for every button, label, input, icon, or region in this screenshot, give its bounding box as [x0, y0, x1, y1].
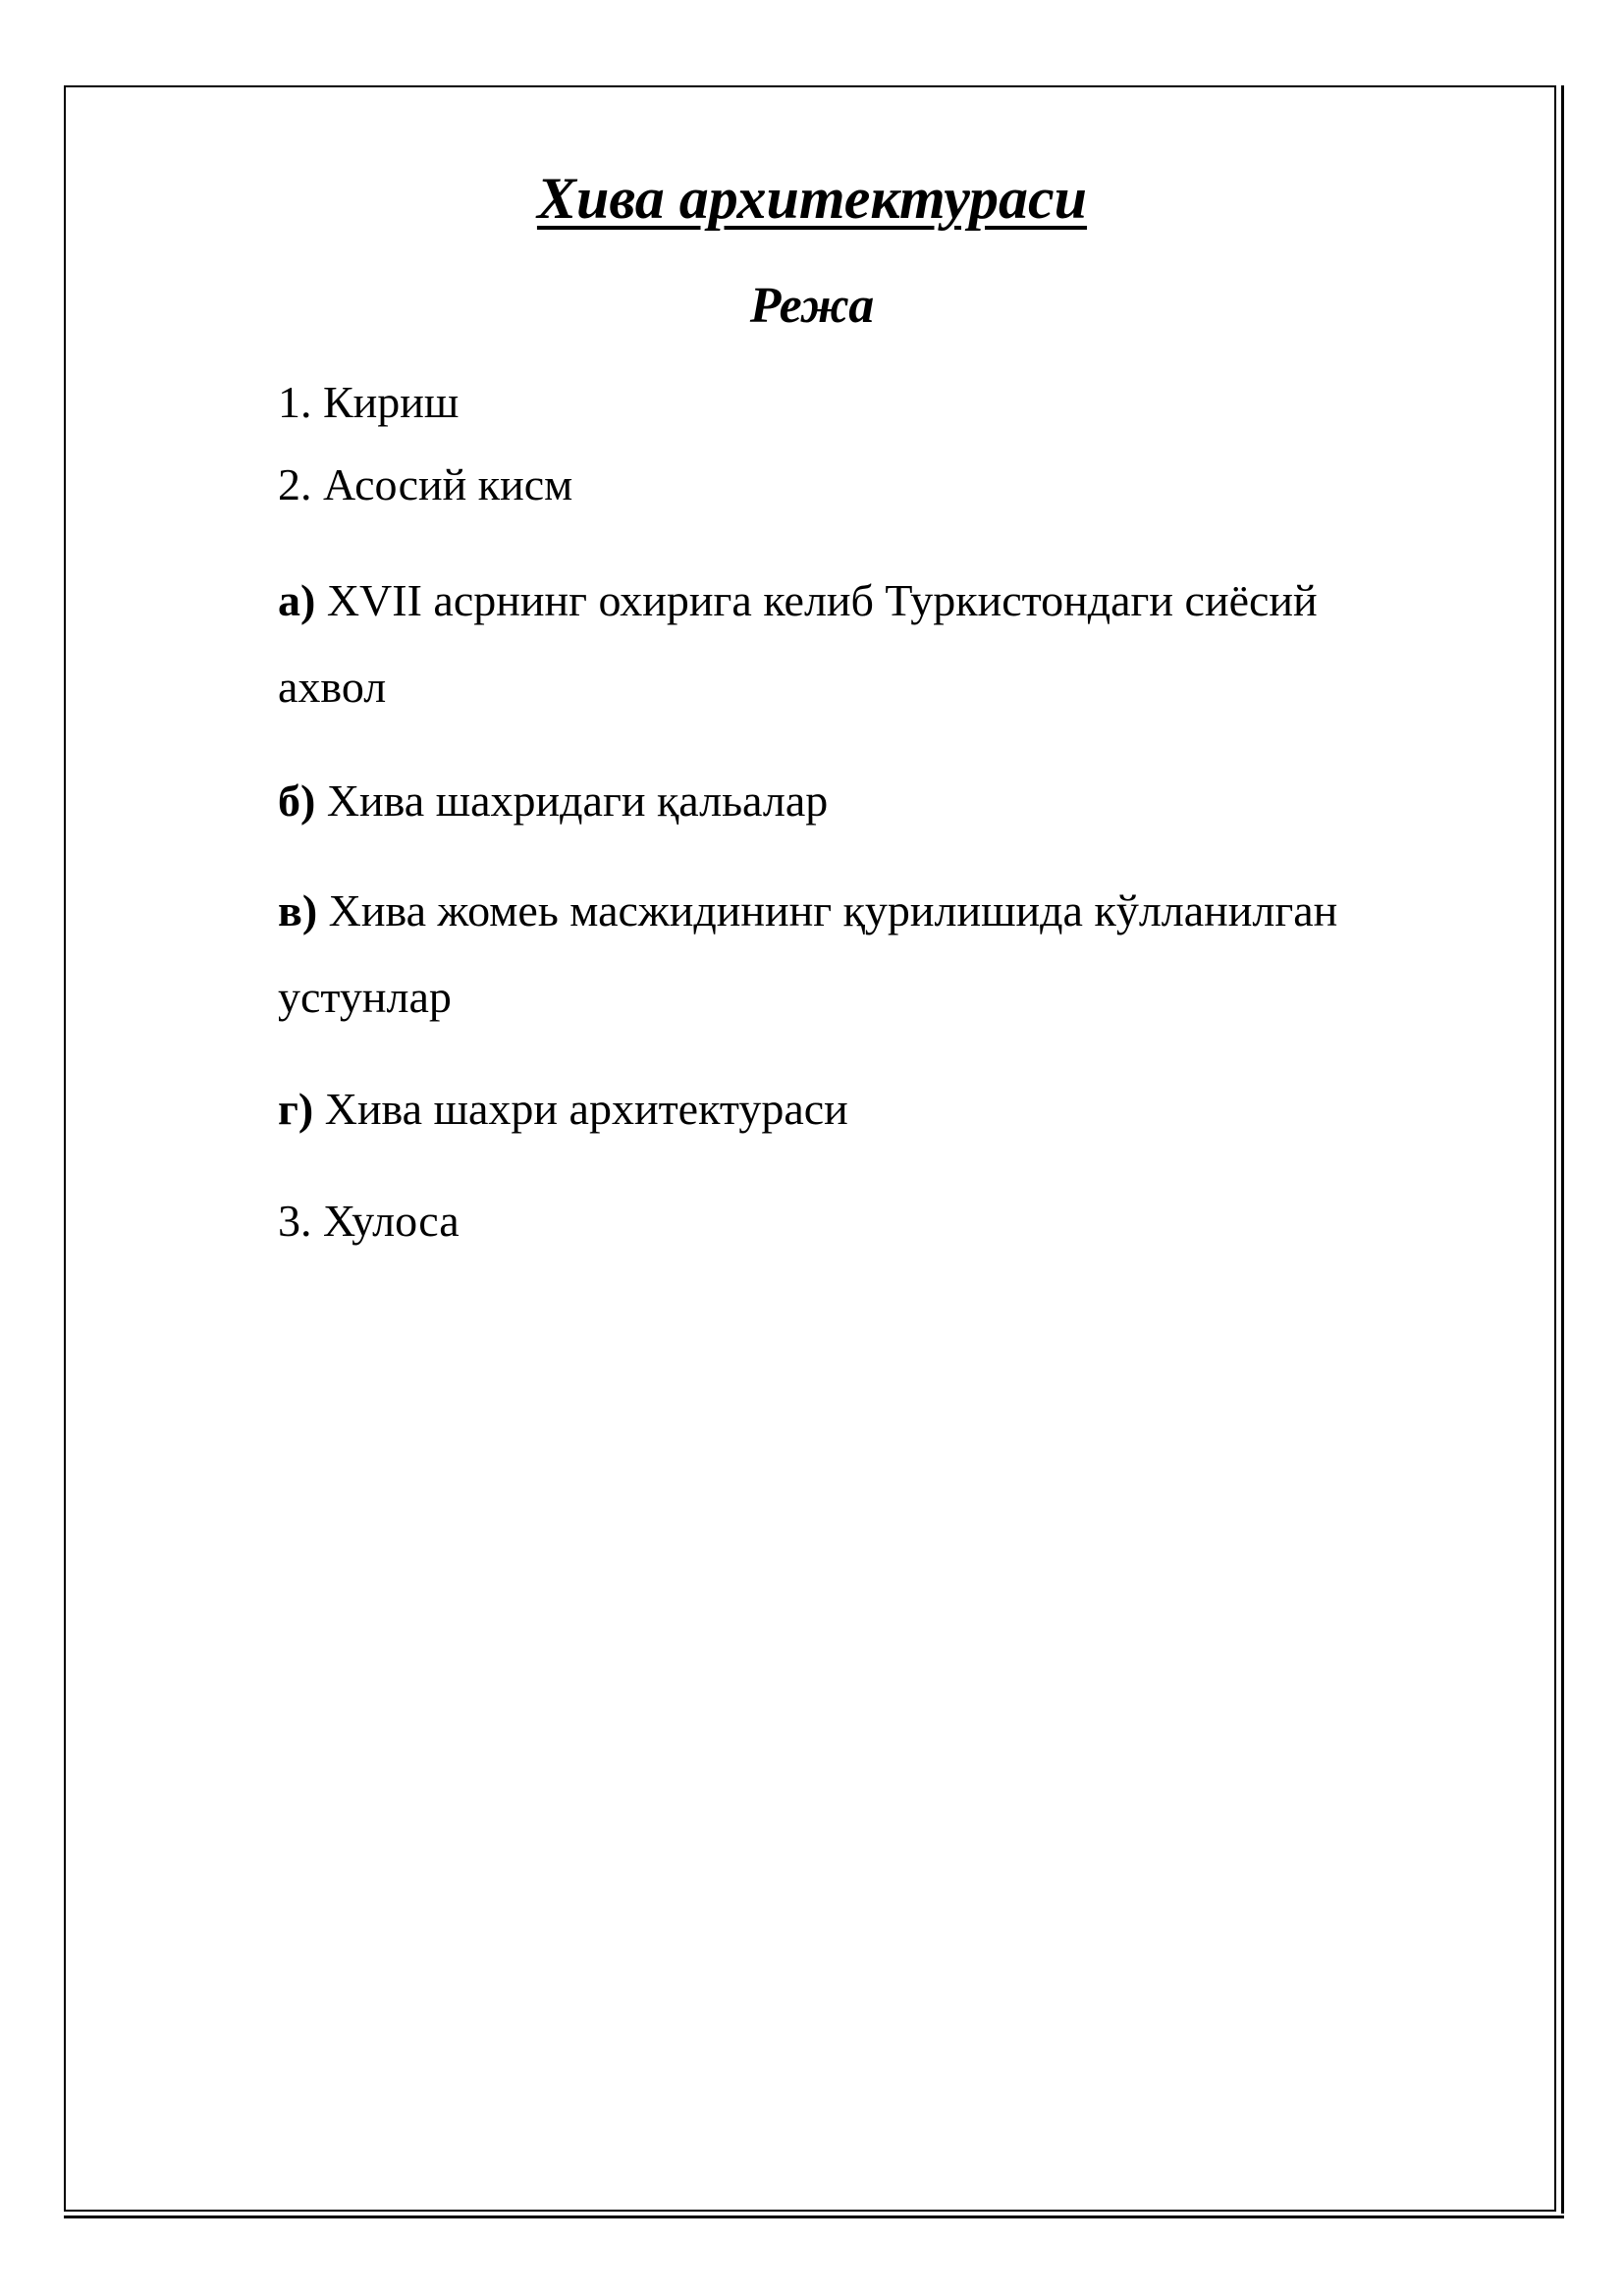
- plan-item-3: 3. Хулоса: [278, 1196, 460, 1246]
- plan-subitem-a-continuation: ахвол: [278, 662, 387, 712]
- document-title: Хива архитектураси: [536, 166, 1088, 231]
- plan-item-1: 1. Кириш: [278, 377, 460, 427]
- plan-subitem-v-text: Хива жомеь масжидининг қурилишида кўлланилган: [317, 885, 1338, 935]
- plan-subitem-g: [278, 1084, 848, 1136]
- plan-item-2: 2. Асосий кисм: [278, 459, 573, 509]
- plan-subitem-b-marker: б): [278, 775, 316, 826]
- plan-subitem-g-marker: г): [278, 1084, 314, 1134]
- plan-subitem-v: [278, 885, 1337, 937]
- plan-subitem-a-marker: а): [278, 575, 316, 625]
- page-border-shadow-bottom: [64, 2216, 1564, 2218]
- plan-subitem-a-text: XVII асрнинг охирига келиб Туркистондаги сиёсий: [315, 575, 1318, 625]
- plan-subitem-v-marker: в): [278, 885, 318, 935]
- plan-subitem-a: [278, 575, 1318, 627]
- page-border-shadow-right: [1561, 85, 1564, 2214]
- plan-subitem-b-text: Хива шахридаги қальалар: [315, 775, 829, 826]
- plan-subitem-b: [278, 775, 828, 828]
- plan-subitem-g-text: Хива шахри архитектураси: [313, 1084, 848, 1134]
- document-subtitle: Режа: [749, 278, 875, 334]
- plan-subitem-v-continuation: устунлар: [278, 972, 452, 1022]
